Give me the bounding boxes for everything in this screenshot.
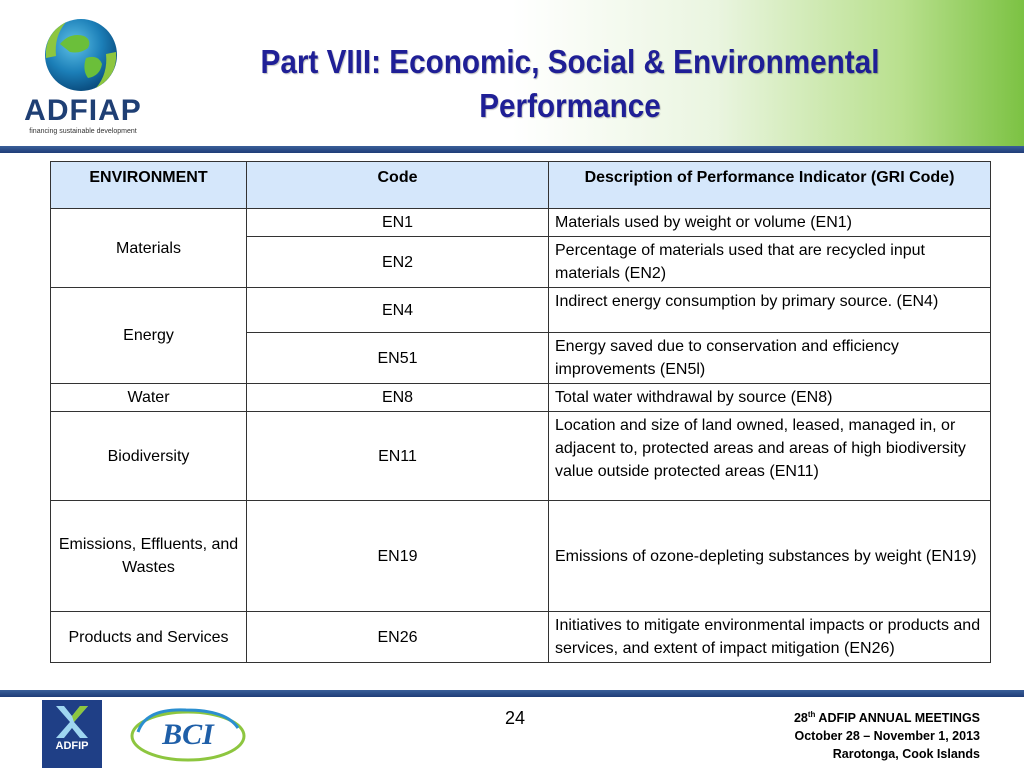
footer-divider bbox=[0, 690, 1024, 697]
table-row bbox=[51, 412, 991, 501]
meeting-location: Rarotonga, Cook Islands bbox=[832, 747, 980, 762]
meeting-title: 28th ADFIP ANNUAL MEETINGS bbox=[793, 710, 980, 726]
adfiap-logo bbox=[18, 14, 148, 135]
code-cell: EN1 bbox=[247, 209, 549, 237]
table-row bbox=[51, 612, 991, 663]
table-row bbox=[51, 288, 991, 333]
header-description: Description of Performance Indicator (GRI Code) bbox=[549, 162, 991, 209]
title-line-2: Performance bbox=[479, 87, 661, 124]
slide-title bbox=[210, 40, 930, 128]
table-row bbox=[51, 209, 991, 237]
slide-header bbox=[0, 0, 1024, 146]
description-cell: Total water withdrawal by source (EN8) bbox=[549, 384, 991, 412]
description-cell: Materials used by weight or volume (EN1) bbox=[549, 209, 991, 237]
description-cell: Initiatives to mitigate environmental impacts or products and services, and extent of impact mitigation (EN26) bbox=[549, 612, 991, 663]
code-cell: EN26 bbox=[247, 612, 549, 663]
bci-logo bbox=[126, 702, 250, 766]
description-cell: Indirect energy consumption by primary source. (EN4) bbox=[549, 288, 991, 333]
description-cell: Percentage of materials used that are recycled input materials (EN2) bbox=[549, 237, 991, 288]
logo-tagline: financing sustainable development bbox=[29, 128, 137, 135]
header-divider bbox=[0, 146, 1024, 153]
bci-logo-text: BCI bbox=[162, 718, 214, 751]
code-cell: EN4 bbox=[247, 288, 549, 333]
category-cell: Products and Services bbox=[51, 612, 247, 663]
meeting-info bbox=[700, 706, 980, 763]
category-cell: Emissions, Effluents, and Wastes bbox=[51, 501, 247, 612]
code-cell: EN11 bbox=[247, 412, 549, 501]
meeting-dates: October 28 – November 1, 2013 bbox=[794, 729, 980, 744]
table-header-row bbox=[51, 162, 991, 209]
description-cell: Energy saved due to conservation and efficiency improvements (EN5l) bbox=[549, 333, 991, 384]
description-cell: Location and size of land owned, leased, managed in, or adjacent to, protected areas and areas of high biodiversity value outside protected areas (EN11) bbox=[549, 412, 991, 501]
code-cell: EN19 bbox=[247, 501, 549, 612]
code-cell: EN2 bbox=[247, 237, 549, 288]
code-cell: EN51 bbox=[247, 333, 549, 384]
category-cell: Materials bbox=[51, 209, 247, 288]
table-row bbox=[51, 384, 991, 412]
category-cell: Biodiversity bbox=[51, 412, 247, 501]
logo-name: ADFIAP bbox=[24, 94, 142, 127]
table-row bbox=[51, 501, 991, 612]
title-line-1: Part VIII: Economic, Social & Environmental bbox=[260, 43, 880, 80]
code-cell: EN8 bbox=[247, 384, 549, 412]
adfip-x-icon bbox=[52, 704, 92, 740]
category-cell: Energy bbox=[51, 288, 247, 384]
category-cell: Water bbox=[51, 384, 247, 412]
adfip-footer-logo bbox=[42, 700, 102, 768]
performance-indicator-table bbox=[50, 161, 991, 663]
adfip-footer-logo-name: ADFIP bbox=[55, 740, 89, 752]
header-environment: ENVIRONMENT bbox=[51, 162, 247, 209]
description-cell: Emissions of ozone-depleting substances by weight (EN19) bbox=[549, 501, 991, 612]
header-code: Code bbox=[247, 162, 549, 209]
page-number: 24 bbox=[504, 708, 526, 728]
globe-icon bbox=[40, 14, 122, 96]
